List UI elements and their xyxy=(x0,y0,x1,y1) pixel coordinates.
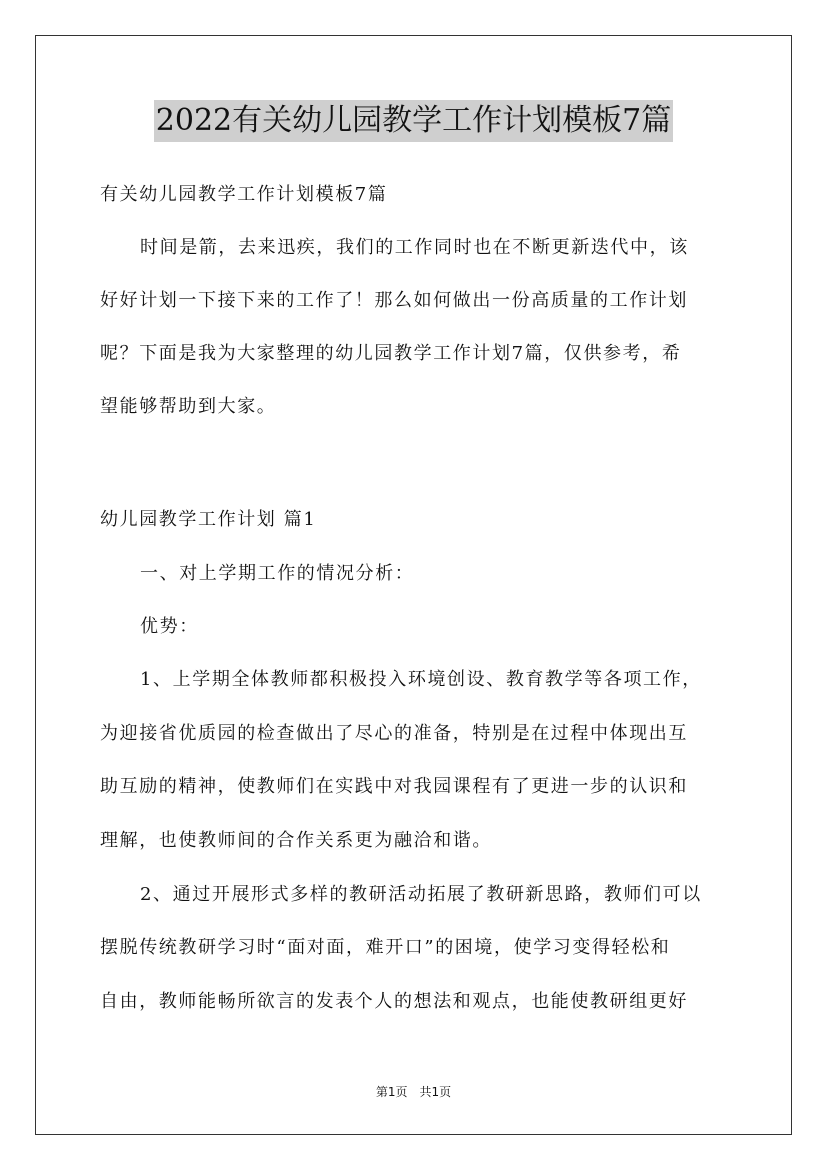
item2-line-3: 自由，教师能畅所欲言的发表个人的想法和观点，也能使教研组更好 xyxy=(100,991,688,1012)
document-subtitle: 有关幼儿园教学工作计划模板7篇 xyxy=(100,184,388,205)
page-footer: 第1页 共1页 xyxy=(375,1085,452,1099)
item1-line-3: 助互励的精神，使教师们在实践中对我园课程有了更进一步的认识和 xyxy=(100,776,688,797)
intro-line-1: 时间是箭，去来迅疾，我们的工作同时也在不断更新迭代中，该 xyxy=(140,237,689,258)
item1-line-1: 1、上学期全体教师都积极投入环境创设、教育教学等各项工作， xyxy=(140,669,702,690)
advantage-label: 优势： xyxy=(140,616,199,637)
item1-line-4: 理解，也使教师间的合作关系更为融洽和谐。 xyxy=(100,830,492,851)
intro-line-4: 望能够帮助到大家。 xyxy=(100,396,277,417)
section-heading: 幼儿园教学工作计划 篇1 xyxy=(100,509,317,530)
document-title: 2022有关幼儿园教学工作计划模板7篇 xyxy=(154,100,673,142)
item2-line-1: 2、通过开展形式多样的教研活动拓展了教研新思路，教师们可以 xyxy=(140,884,702,905)
item2-line-2: 摆脱传统教研学习时“面对面，难开口”的困境，使学习变得轻松和 xyxy=(100,937,671,958)
title-wrap xyxy=(0,100,827,142)
item1-line-2: 为迎接省优质园的检查做出了尽心的准备，特别是在过程中体现出互 xyxy=(100,723,688,744)
point-heading: 一、对上学期工作的情况分析： xyxy=(140,563,415,584)
intro-line-2: 好好计划一下接下来的工作了！那么如何做出一份高质量的工作计划 xyxy=(100,290,688,311)
intro-line-3: 呢？下面是我为大家整理的幼儿园教学工作计划7篇，仅供参考，希 xyxy=(100,343,682,364)
